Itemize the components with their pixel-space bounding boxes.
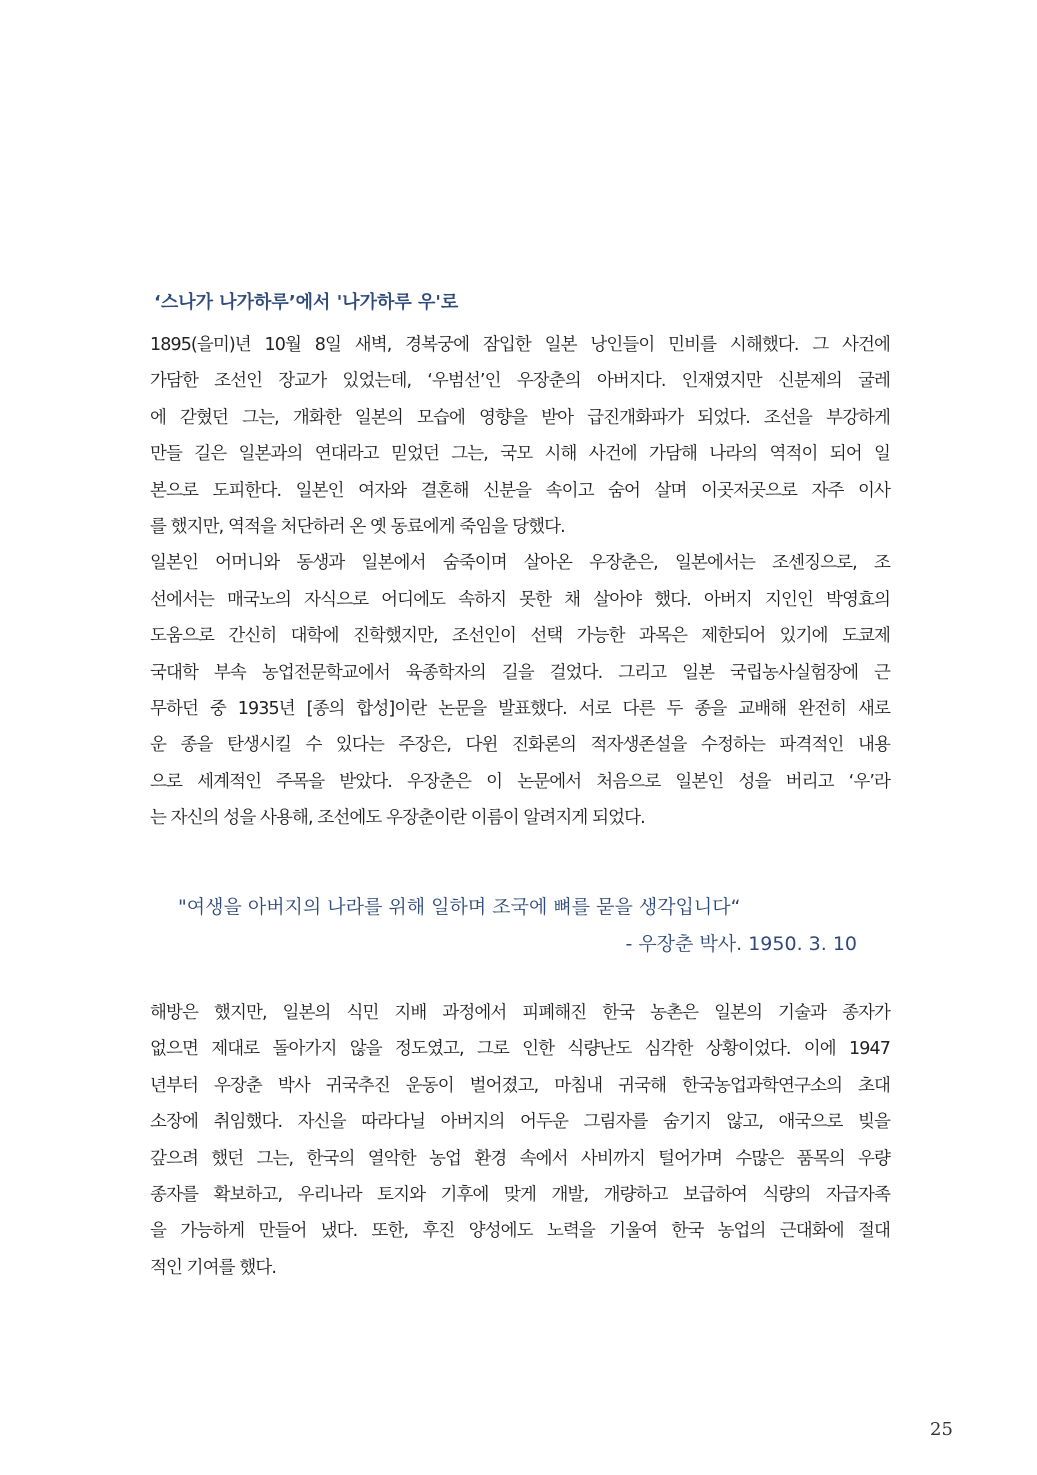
body-line: 본으로 도피한다. 일본인 여자와 결혼해 신분을 속이고 숨어 살며 이곳저곳으로 자주 이사 [150,480,890,501]
body-line: 일본인 어머니와 동생과 일본에서 숨죽이며 살아온 우장춘은, 일본에서는 조센징으로, 조 [150,553,890,574]
body-line: 으로 세계적인 주목을 받았다. 우장춘은 이 논문에서 처음으로 일본인 성을 버리고 ‘우’라 [150,771,890,792]
body-line: 를 했지만, 역적을 처단하러 온 옛 동료에게 죽임을 당했다. [150,517,565,538]
body-line: 국대학 부속 농업전문학교에서 육종학자의 길을 걸었다. 그리고 일본 국립농사실험장에 근 [150,662,890,683]
quote-attribution: - 우장춘 박사. 1950. 3. 10 [625,933,857,955]
body-line: 도움으로 간신히 대학에 진학했지만, 조선인이 선택 가능한 과목은 제한되어 있기에 도쿄제 [150,626,890,647]
body-line: 해방은 했지만, 일본의 식민 지배 과정에서 피폐해진 한국 농촌은 일본의 기술과 종자가 [150,1003,890,1023]
body-line: 년부터 우장춘 박사 귀국추진 운동이 벌어졌고, 마침내 귀국해 한국농업과학연구소의 초대 [150,1075,890,1096]
section-heading: ‘스나가 나가하루’에서 '나가하루 우'로 [154,292,459,313]
pull-quote: "여생을 아버지의 나라를 위해 일하며 조국에 뼈를 묻을 생각입니다“ [178,896,741,918]
body-paragraphs-1 [150,327,890,837]
body-line: 없으면 제대로 돌아가지 않을 정도였고, 그로 인한 식량난도 심각한 상황이었다. 이에 1947 [150,1039,890,1060]
page-number: 25 [930,1419,953,1440]
body-line: 가담한 조선인 장교가 있었는데, ‘우범선’인 우장춘의 아버지다. 인재였지만 신분제의 굴레 [150,371,890,392]
body-line: 에 갇혔던 그는, 개화한 일본의 모습에 영향을 받아 급진개화파가 되었다. 조선을 부강하게 [150,407,890,428]
body-line: 적인 기여를 했다. [150,1257,277,1278]
body-line: 만들 길은 일본과의 연대라고 믿었던 그는, 국모 시해 사건에 가담해 나라의 역적이 되어 일 [150,444,890,465]
body-line: 종자를 확보하고, 우리나라 토지와 기후에 맞게 개발, 개량하고 보급하여 식량의 자급자족 [150,1185,890,1206]
body-line: 운 종을 탄생시킬 수 있다는 주장은, 다윈 진화론의 적자생존설을 수정하는 파격적인 내용 [150,735,890,756]
body-line: 는 자신의 성을 사용해, 조선에도 우장춘이란 이름이 알려지게 되었다. [150,808,645,829]
body-line: 소장에 취임했다. 자신을 따라다닐 아버지의 어두운 그림자를 숨기지 않고, 애국으로 빚을 [150,1112,890,1133]
body-line: 무하던 중 1935년 [종의 합성]이란 논문을 발표했다. 서로 다른 두 종을 교배해 완전히 새로 [150,699,890,720]
body-line: 1895(을미)년 10월 8일 새벽, 경복궁에 잠입한 일본 낭인들이 민비를 시해했다. 그 사건에 [150,335,890,355]
body-line: 선에서는 매국노의 자식으로 어디에도 속하지 못한 채 살아야 했다. 아버지 지인인 박영효의 [150,589,890,610]
body-paragraphs-2 [150,995,890,1286]
body-line: 을 가능하게 만들어 냈다. 또한, 후진 양성에도 노력을 기울여 한국 농업의 근대화에 절대 [150,1221,890,1242]
body-line: 갚으려 했던 그는, 한국의 열악한 농업 환경 속에서 사비까지 털어가며 수많은 품목의 우량 [150,1148,890,1169]
